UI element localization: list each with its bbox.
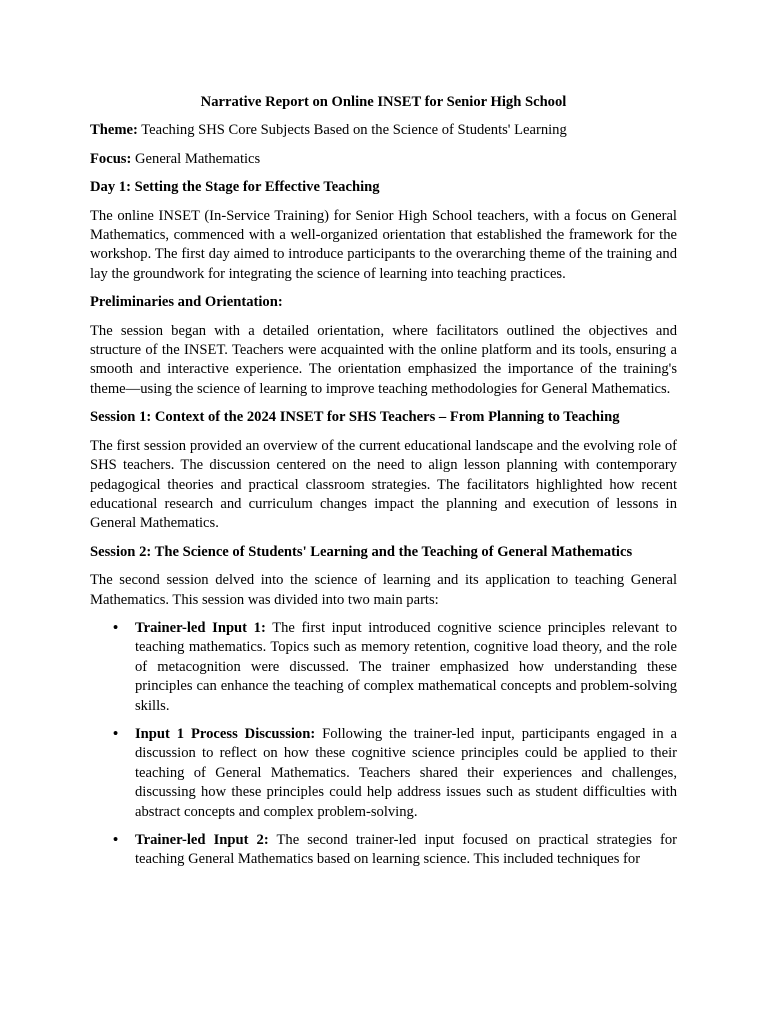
bullet-icon: • bbox=[113, 832, 119, 848]
bullet-text: The first input introduced cognitive science principles relevant to teaching mathematics. Topics such as memory retention, cognitive load theory, and the role of metacognition were discussed. The trainer emphasized how understanding these principles can enhance the teaching of complex mathematical concepts and problem-solving skills. bbox=[135, 619, 677, 714]
session2-paragraph: The second session delved into the science of learning and its application to teaching General Mathematics. This session was divided into two main parts: bbox=[90, 572, 677, 608]
focus-line bbox=[90, 150, 677, 169]
bullet-text: The second trainer-led input focused on practical strategies for teaching General Mathematics based on learning science. This included techniques for bbox=[135, 832, 677, 868]
bullet-term: Trainer-led Input 2: bbox=[135, 832, 269, 848]
session2-bullet-list bbox=[90, 619, 677, 870]
bullet-term: Input 1 Process Discussion: bbox=[135, 725, 316, 742]
list-item bbox=[113, 831, 677, 870]
list-item bbox=[113, 725, 677, 822]
day1-heading: Day 1: Setting the Stage for Effective Teaching bbox=[90, 179, 380, 196]
preliminaries-paragraph: The session began with a detailed orientation, where facilitators outlined the objectives and structure of the INSET. Teachers were acquainted with the online platform and its tools, ensuring a smooth and interactive experience. The orientation emphasized the importance of the training's theme—using the science of learning to improve teaching methodologies for General Mathematics. bbox=[90, 322, 677, 397]
session2-heading: Session 2: The Science of Students' Learning and the Teaching of General Mathematics bbox=[90, 543, 633, 560]
theme-value: Teaching SHS Core Subjects Based on the Science of Students' Learning bbox=[137, 122, 567, 139]
preliminaries-heading: Preliminaries and Orientation: bbox=[90, 294, 283, 311]
bullet-text: Following the trainer-led input, participants engaged in a discussion to reflect on how these cognitive science principles could be applied to their teaching of General Mathematics. Teachers shared their experiences and challenges, discussing how these principles could help address issues such as student difficulties with abstract concepts and complex problem-solving. bbox=[135, 725, 677, 820]
bullet-icon: • bbox=[113, 619, 119, 636]
document-page bbox=[90, 93, 677, 879]
session1-paragraph: The first session provided an overview of the current educational landscape and the evolving role of SHS teachers. The discussion centered on the need to align lesson planning with contemporary pedagogical theories and practical classroom strategies. The facilitators highlighted how recent educational research and curriculum changes impact the planning and execution of lessons in General Mathematics. bbox=[90, 437, 677, 532]
theme-label: Theme: bbox=[90, 122, 138, 139]
list-item bbox=[113, 619, 677, 716]
document-title: Narrative Report on Online INSET for Senior High School bbox=[200, 94, 567, 110]
bullet-term: Trainer-led Input 1: bbox=[135, 619, 266, 636]
focus-label: Focus: bbox=[90, 150, 132, 167]
session1-heading: Session 1: Context of the 2024 INSET for SHS Teachers – From Planning to Teaching bbox=[90, 409, 620, 426]
day1-paragraph: The online INSET (In-Service Training) for Senior High School teachers, with a focus on General Mathematics, commenced with a well-organized orientation that established the framework for the workshop. The first day aimed to introduce participants to the overarching theme of the training and lay the groundwork for integrating the science of learning into teaching practices. bbox=[90, 207, 677, 282]
bullet-icon: • bbox=[113, 725, 119, 742]
focus-value: General Mathematics bbox=[131, 150, 261, 167]
theme-line bbox=[90, 121, 677, 140]
